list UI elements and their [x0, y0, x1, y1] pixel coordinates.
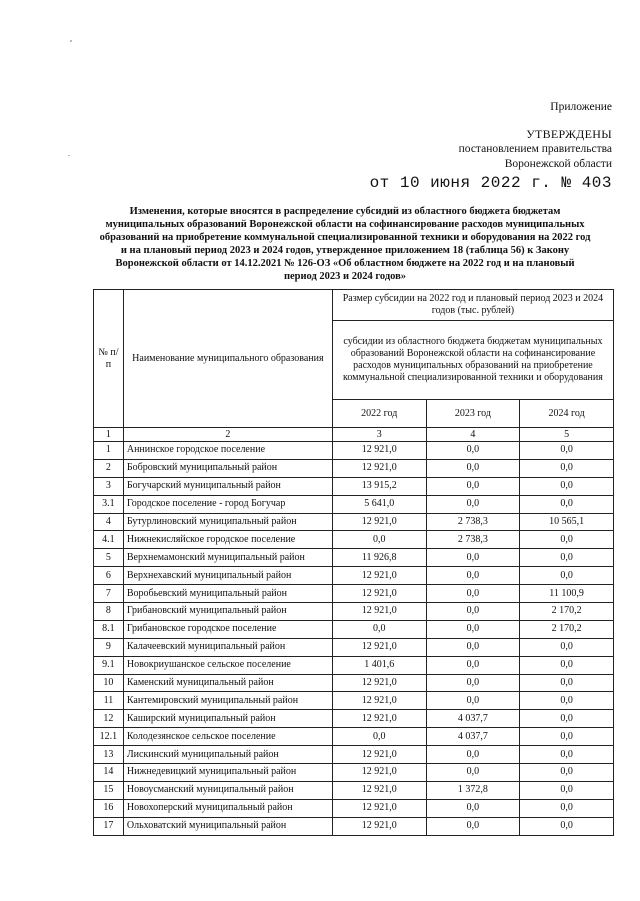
table-row: [94, 656, 614, 674]
row-value-2023: 0,0: [426, 477, 520, 495]
row-value-2023: 0,0: [426, 692, 520, 710]
row-number: 3: [94, 477, 124, 495]
row-value-2022: 12 921,0: [332, 585, 426, 603]
row-number: 6: [94, 567, 124, 585]
row-name: Нижнедевицкий муниципальный район: [123, 764, 332, 782]
row-value-2022: 12 921,0: [332, 603, 426, 621]
row-value-2022: 12 921,0: [332, 638, 426, 656]
row-name: Аннинское городское поселение: [123, 442, 332, 460]
subsidy-table: [93, 289, 614, 836]
row-value-2024: 0,0: [520, 549, 614, 567]
row-name: Кантемировский муниципальный район: [123, 692, 332, 710]
row-value-2022: 0,0: [332, 620, 426, 638]
table-row: [94, 746, 614, 764]
table-row: [94, 513, 614, 531]
row-value-2024: 0,0: [520, 817, 614, 835]
table-row: [94, 603, 614, 621]
document-title: [80, 205, 610, 283]
row-value-2024: 0,0: [520, 692, 614, 710]
row-name: Верхнехавский муниципальный район: [123, 567, 332, 585]
row-value-2023: 0,0: [426, 567, 520, 585]
row-value-2023: 4 037,7: [426, 728, 520, 746]
row-value-2023: 0,0: [426, 603, 520, 621]
row-name: Богучарский муниципальный район: [123, 477, 332, 495]
table-row: [94, 477, 614, 495]
row-value-2022: 12 921,0: [332, 710, 426, 728]
row-value-2022: 0,0: [332, 531, 426, 549]
row-name: Городское поселение - город Богучар: [123, 495, 332, 513]
table-row: [94, 531, 614, 549]
row-name: Воробьевский муниципальный район: [123, 585, 332, 603]
row-value-2022: 12 921,0: [332, 567, 426, 585]
table-row: [94, 692, 614, 710]
approval-block: [459, 127, 612, 172]
table-row: [94, 728, 614, 746]
col-index: 4: [426, 428, 520, 442]
row-value-2023: 0,0: [426, 656, 520, 674]
approved-title: УТВЕРЖДЕНЫ: [526, 127, 612, 141]
row-value-2024: 0,0: [520, 799, 614, 817]
title-line: муниципальных образований Воронежской области на софинансирование расходов муниципальных: [105, 219, 585, 230]
row-name: Калачеевский муниципальный район: [123, 638, 332, 656]
table-row: [94, 459, 614, 477]
row-value-2023: 0,0: [426, 799, 520, 817]
col-index: 3: [332, 428, 426, 442]
row-value-2024: 0,0: [520, 459, 614, 477]
row-value-2022: 5 641,0: [332, 495, 426, 513]
row-value-2022: 12 921,0: [332, 692, 426, 710]
col-header-2024: 2024 год: [520, 400, 614, 428]
row-value-2022: 12 921,0: [332, 799, 426, 817]
row-value-2022: 12 921,0: [332, 781, 426, 799]
row-value-2023: 0,0: [426, 817, 520, 835]
row-value-2022: 12 921,0: [332, 817, 426, 835]
row-number: 11: [94, 692, 124, 710]
table-row: [94, 495, 614, 513]
row-name: Грибановский муниципальный район: [123, 603, 332, 621]
table-row: [94, 442, 614, 460]
table-row: [94, 549, 614, 567]
row-number: 17: [94, 817, 124, 835]
row-number: 9.1: [94, 656, 124, 674]
title-line: период 2023 и 2024 годов»: [283, 271, 407, 282]
col-header-name: Наименование муниципального образования: [123, 290, 332, 428]
row-value-2022: 1 401,6: [332, 656, 426, 674]
row-name: Каширский муниципальный район: [123, 710, 332, 728]
table-row: [94, 638, 614, 656]
row-name: Новокриушанское сельское поселение: [123, 656, 332, 674]
row-value-2024: 0,0: [520, 764, 614, 782]
row-value-2023: 0,0: [426, 549, 520, 567]
col-header-2023: 2023 год: [426, 400, 520, 428]
col-index: 2: [123, 428, 332, 442]
table-row: [94, 781, 614, 799]
row-value-2023: 0,0: [426, 638, 520, 656]
appendix-label: Приложение: [550, 101, 612, 113]
table-row: [94, 674, 614, 692]
row-value-2023: 4 037,7: [426, 710, 520, 728]
row-value-2024: 10 565,1: [520, 513, 614, 531]
row-value-2023: 1 372,8: [426, 781, 520, 799]
row-value-2024: 0,0: [520, 442, 614, 460]
row-value-2024: 2 170,2: [520, 620, 614, 638]
row-number: 4: [94, 513, 124, 531]
row-value-2022: 13 915,2: [332, 477, 426, 495]
row-value-2024: 0,0: [520, 746, 614, 764]
row-name: Нижнекисляйское городское поселение: [123, 531, 332, 549]
col-index: 5: [520, 428, 614, 442]
row-value-2023: 0,0: [426, 442, 520, 460]
row-number: 7: [94, 585, 124, 603]
row-number: 14: [94, 764, 124, 782]
row-value-2022: 0,0: [332, 728, 426, 746]
col-header-number: № п/п: [94, 290, 124, 428]
row-number: 3.1: [94, 495, 124, 513]
row-value-2024: 0,0: [520, 495, 614, 513]
row-value-2023: 2 738,3: [426, 513, 520, 531]
row-value-2024: 2 170,2: [520, 603, 614, 621]
table-row: [94, 817, 614, 835]
row-value-2023: 0,0: [426, 674, 520, 692]
row-value-2023: 0,0: [426, 764, 520, 782]
row-number: 2: [94, 459, 124, 477]
row-number: 8.1: [94, 620, 124, 638]
row-number: 9: [94, 638, 124, 656]
row-value-2022: 12 921,0: [332, 513, 426, 531]
table-row: [94, 620, 614, 638]
row-name: Новохоперский муниципальный район: [123, 799, 332, 817]
row-value-2024: 11 100,9: [520, 585, 614, 603]
approved-line-1: постановлением правительства: [458, 143, 612, 155]
row-name: Бобровский муниципальный район: [123, 459, 332, 477]
row-name: Каменский муниципальный район: [123, 674, 332, 692]
row-number: 16: [94, 799, 124, 817]
row-name: Бутурлиновский муниципальный район: [123, 513, 332, 531]
row-name: Новоусманский муниципальный район: [123, 781, 332, 799]
row-value-2023: 0,0: [426, 585, 520, 603]
row-value-2023: 0,0: [426, 746, 520, 764]
table-row: [94, 764, 614, 782]
row-number: 5: [94, 549, 124, 567]
row-value-2024: 0,0: [520, 728, 614, 746]
row-number: 12: [94, 710, 124, 728]
scan-speck: [68, 155, 70, 156]
table-row: [94, 710, 614, 728]
table-row: [94, 585, 614, 603]
row-number: 10: [94, 674, 124, 692]
row-value-2024: 0,0: [520, 531, 614, 549]
row-value-2024: 0,0: [520, 567, 614, 585]
row-number: 8: [94, 603, 124, 621]
row-value-2022: 12 921,0: [332, 442, 426, 460]
row-value-2023: 0,0: [426, 495, 520, 513]
row-name: Ольховатский муниципальный район: [123, 817, 332, 835]
row-name: Лискинский муниципальный район: [123, 746, 332, 764]
row-value-2024: 0,0: [520, 477, 614, 495]
title-line: образований на приобретение коммунальной специализированной техники и оборудования на 2022 год: [99, 232, 591, 243]
row-value-2023: 0,0: [426, 459, 520, 477]
col-index: 1: [94, 428, 124, 442]
row-name: Грибановское городское поселение: [123, 620, 332, 638]
row-value-2023: 0,0: [426, 620, 520, 638]
row-value-2022: 11 926,8: [332, 549, 426, 567]
scan-speck: [70, 40, 72, 42]
row-number: 1: [94, 442, 124, 460]
row-number: 15: [94, 781, 124, 799]
row-value-2024: 0,0: [520, 781, 614, 799]
row-value-2022: 12 921,0: [332, 764, 426, 782]
row-value-2024: 0,0: [520, 674, 614, 692]
decree-date-number: от 10 июня 2022 г. № 403: [369, 174, 612, 192]
title-line: и на плановый период 2023 и 2024 годов, утвержденное приложением 18 (таблица 56) к Закону: [120, 245, 570, 256]
row-value-2023: 2 738,3: [426, 531, 520, 549]
row-name: Верхнемамонский муниципальный район: [123, 549, 332, 567]
title-line: Воронежской области от 14.12.2021 № 126-ОЗ «Об областном бюджете на 2022 год и на плановый: [115, 258, 575, 269]
col-header-subsidy-size: Размер субсидии на 2022 год и плановый период 2023 и 2024 годов (тыс. рублей): [332, 290, 613, 321]
row-value-2024: 0,0: [520, 638, 614, 656]
title-line: Изменения, которые вносятся в распределение субсидий из областного бюджета бюджетам: [129, 206, 561, 217]
row-value-2022: 12 921,0: [332, 674, 426, 692]
approved-line-2: Воронежской области: [504, 158, 612, 170]
col-header-subsidy-purpose: субсидии из областного бюджета бюджетам муниципальных образований Воронежской области на софинансирование расходов муниципальных образований на приобретение коммунальной специализированной техники и оборудования: [332, 321, 613, 400]
row-value-2022: 12 921,0: [332, 459, 426, 477]
table-row: [94, 799, 614, 817]
table-row: [94, 567, 614, 585]
row-name: Колодезянское сельское поселение: [123, 728, 332, 746]
row-value-2024: 0,0: [520, 710, 614, 728]
col-header-2022: 2022 год: [332, 400, 426, 428]
row-number: 4.1: [94, 531, 124, 549]
row-number: 12.1: [94, 728, 124, 746]
row-value-2022: 12 921,0: [332, 746, 426, 764]
row-value-2024: 0,0: [520, 656, 614, 674]
row-number: 13: [94, 746, 124, 764]
